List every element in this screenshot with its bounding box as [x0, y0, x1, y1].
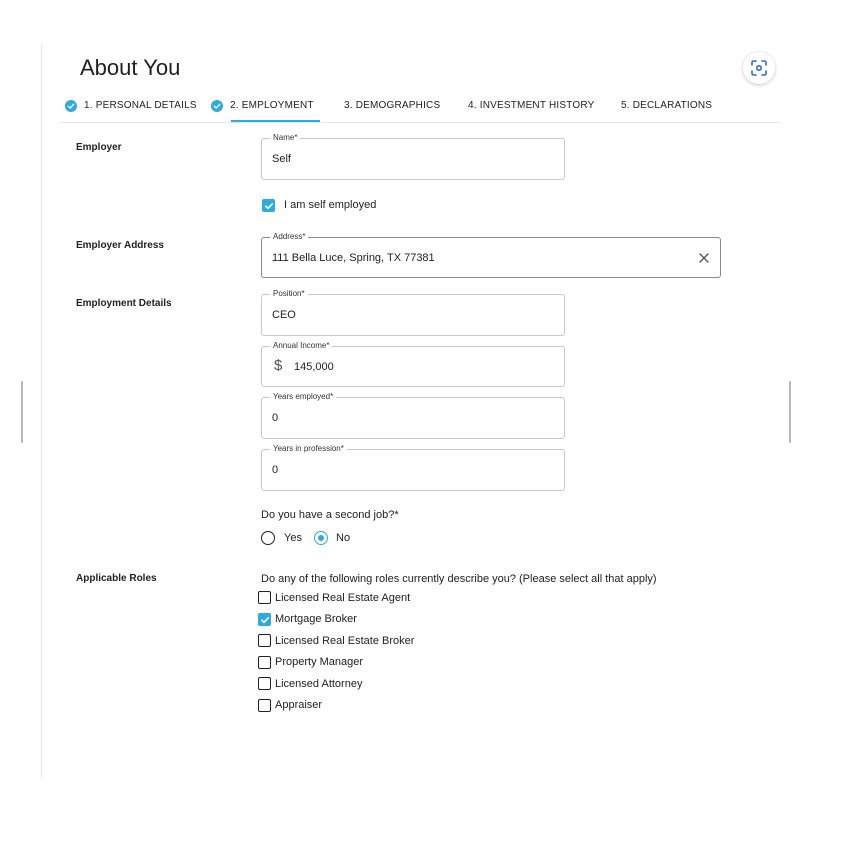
tab-label: 1. PERSONAL DETAILS: [84, 100, 197, 111]
active-tab-indicator: [231, 120, 320, 122]
role-checkbox-property-manager[interactable]: [258, 656, 271, 669]
self-employed-label: I am self employed: [284, 199, 377, 211]
radio-label-yes: Yes: [284, 532, 302, 544]
close-icon[interactable]: [698, 252, 710, 264]
tab-employment[interactable]: [211, 100, 314, 122]
section-label-employment-details: Employment Details: [76, 298, 172, 309]
address-field[interactable]: [261, 232, 721, 278]
field-value: 0: [272, 412, 279, 424]
section-label-applicable-roles: Applicable Roles: [76, 573, 157, 584]
tab-label: 3. DEMOGRAPHICS: [344, 100, 441, 111]
field-label: Address*: [270, 232, 308, 242]
second-job-no-radio[interactable]: [314, 531, 328, 545]
tab-declarations[interactable]: [621, 100, 712, 122]
role-label: Mortgage Broker: [275, 613, 357, 625]
radio-label-no: No: [336, 532, 351, 544]
second-job-question: Do you have a second job?*: [261, 509, 399, 521]
years-employed-field[interactable]: [261, 392, 565, 439]
tab-label: 4. INVESTMENT HISTORY: [468, 100, 595, 111]
role-label: Licensed Attorney: [275, 678, 363, 690]
employer-name-field[interactable]: [261, 133, 565, 180]
field-value: 111 Bella Luce, Spring, TX 77381: [272, 252, 435, 264]
roles-question: Do any of the following roles currently describe you? (Please select all that apply): [261, 573, 657, 585]
years-in-profession-field[interactable]: [261, 444, 565, 491]
check-circle-icon: [211, 100, 223, 112]
scan-icon: [750, 59, 768, 77]
tab-label: 5. DECLARATIONS: [621, 100, 713, 111]
check-circle-icon: [65, 100, 77, 112]
checkmark-icon: [264, 201, 274, 211]
page-title: About You: [80, 55, 181, 80]
tab-label: 2. EMPLOYMENT: [230, 100, 314, 111]
role-checkbox-appraiser[interactable]: [258, 699, 271, 712]
role-checkbox-licensed-attorney[interactable]: [258, 677, 271, 690]
position-field[interactable]: [261, 289, 565, 336]
role-label: Licensed Real Estate Agent: [275, 592, 411, 604]
role-label: Property Manager: [275, 656, 364, 668]
tab-personal-details[interactable]: [65, 100, 197, 122]
field-value: 145,000: [294, 361, 334, 373]
content-frame-border: [41, 44, 42, 778]
field-value: Self: [272, 153, 291, 165]
field-value: 0: [272, 464, 279, 476]
role-checkbox-real-estate-broker[interactable]: [258, 634, 271, 647]
field-label: Position*: [270, 289, 308, 299]
field-label: Years in profession*: [270, 444, 347, 454]
left-scroll-handle[interactable]: [21, 381, 23, 443]
field-value: CEO: [272, 309, 296, 321]
section-label-employer-address: Employer Address: [76, 240, 164, 251]
role-checkbox-mortgage-broker[interactable]: [258, 613, 271, 626]
second-job-yes-radio[interactable]: [261, 531, 275, 545]
field-label: Annual Income*: [270, 341, 332, 351]
tab-demographics[interactable]: [344, 100, 440, 122]
role-checkbox-real-estate-agent[interactable]: [258, 591, 271, 604]
field-label: Name*: [270, 133, 300, 143]
dollar-icon: $: [274, 357, 283, 374]
step-tabs: [60, 100, 780, 123]
field-label: Years employed*: [270, 392, 336, 402]
self-employed-checkbox[interactable]: [262, 199, 275, 212]
role-label: Appraiser: [275, 699, 323, 711]
tab-investment-history[interactable]: [468, 100, 594, 122]
checkmark-icon: [260, 615, 270, 625]
annual-income-field[interactable]: [261, 341, 565, 387]
role-label: Licensed Real Estate Broker: [275, 635, 415, 647]
right-scroll-handle[interactable]: [789, 381, 791, 443]
scan-button[interactable]: [743, 52, 775, 84]
section-label-employer: Employer: [76, 142, 122, 153]
